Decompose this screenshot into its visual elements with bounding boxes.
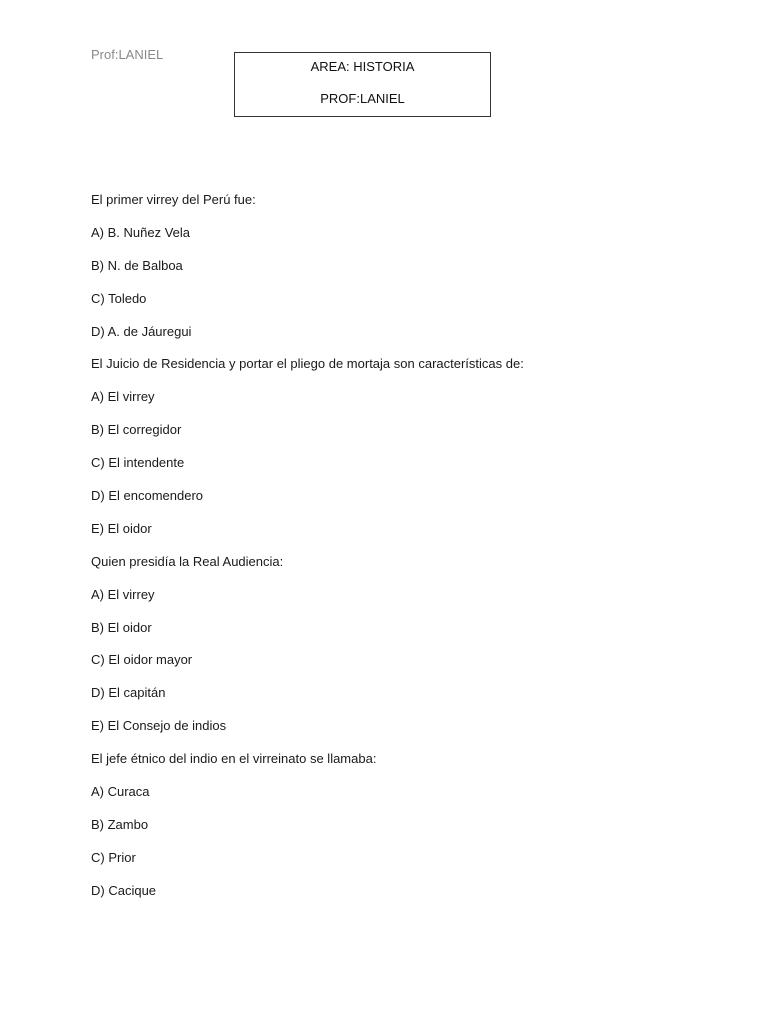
title-box <box>234 52 491 117</box>
question-list <box>91 192 731 916</box>
question-4-option-b: B) Zambo <box>91 816 149 832</box>
header-note: Prof:LANIEL <box>91 47 164 62</box>
question-3-option-e: E) El Consejo de indios <box>91 718 227 734</box>
question-3-text: Quien presidía la Real Audiencia: <box>91 553 284 569</box>
question-2-option-d: D) El encomendero <box>91 488 203 504</box>
question-4-text: El jefe étnico del indio en el virreinato se llamaba: <box>91 751 377 767</box>
question-4-option-a: A) Curaca <box>91 784 150 800</box>
question-4-option-d: D) Cacique <box>91 882 157 898</box>
question-1-text: El primer virrey del Perú fue: <box>91 192 256 207</box>
question-1-option-a: A) B. Nuñez Vela <box>91 224 190 240</box>
professor-title: PROF:LANIEL <box>320 91 405 106</box>
question-2-option-a: A) El virrey <box>91 389 155 405</box>
question-3-option-c: C) El oidor mayor <box>91 652 193 668</box>
question-1-option-b: B) N. de Balboa <box>91 257 183 273</box>
question-2-option-b: B) El corregidor <box>91 422 182 438</box>
question-1-option-c: C) Toledo <box>91 290 147 306</box>
area-title: AREA: HISTORIA <box>310 59 415 74</box>
question-1-option-d: D) A. de Jáuregui <box>91 323 192 339</box>
question-3-option-b: B) El oidor <box>91 619 152 635</box>
question-3-option-d: D) El capitán <box>91 685 166 701</box>
question-3-option-a: A) El virrey <box>91 586 155 602</box>
question-4-option-c: C) Prior <box>91 849 136 865</box>
question-2-option-c: C) El intendente <box>91 455 185 471</box>
question-2-text: El Juicio de Residencia y portar el pliego de mortaja son características de: <box>91 356 524 372</box>
question-2-option-e: E) El oidor <box>91 520 152 536</box>
